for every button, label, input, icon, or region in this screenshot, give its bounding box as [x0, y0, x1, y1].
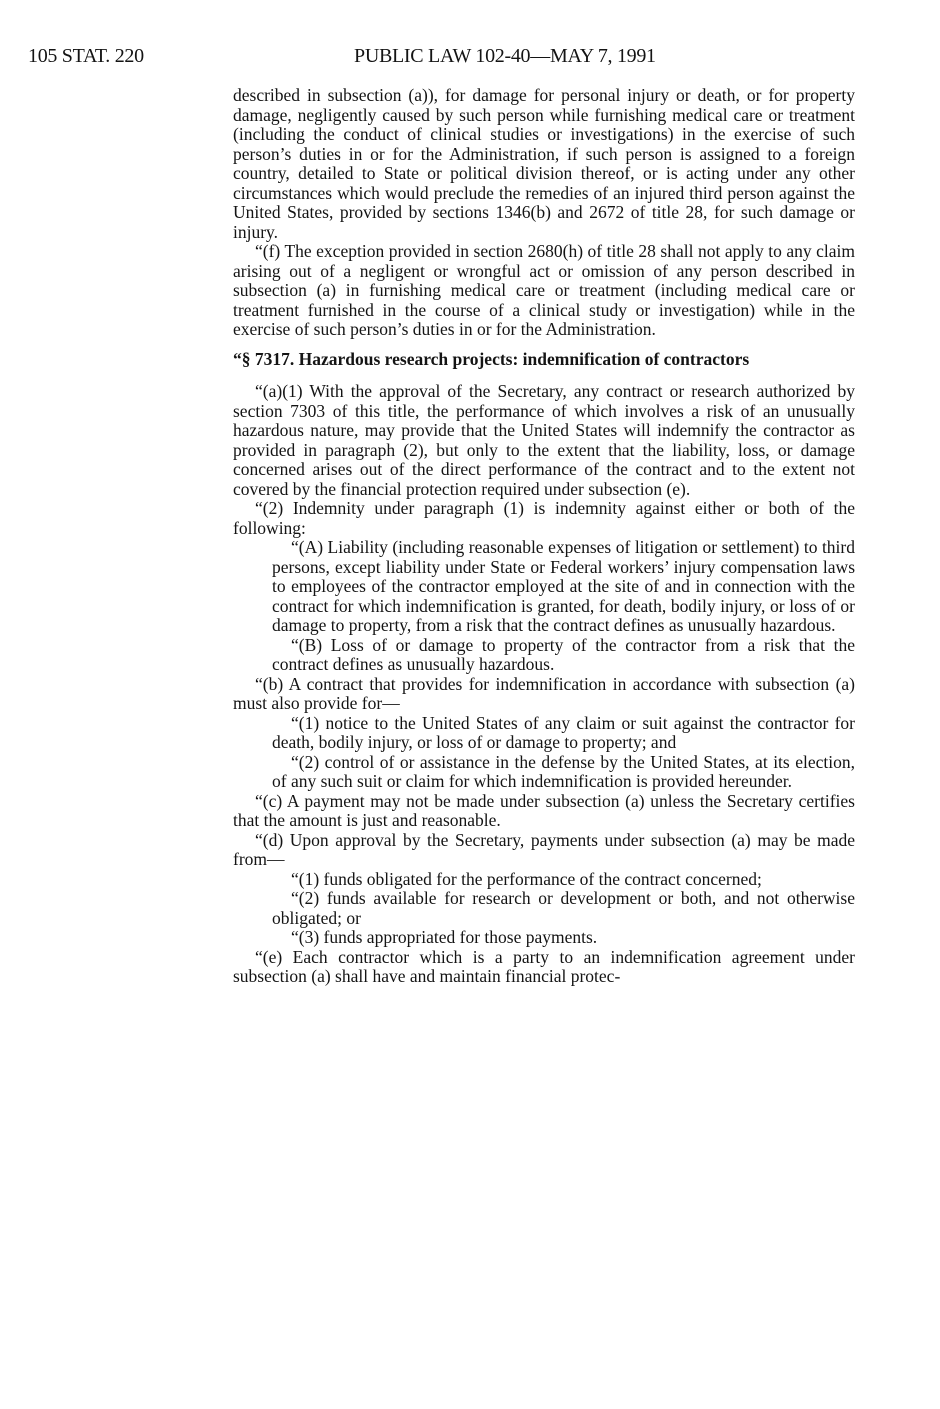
- paragraph-b: “(b) A contract that provides for indemnification in accordance with subsection (a) must also provide for—: [233, 673, 855, 713]
- paragraph-d: “(d) Upon approval by the Secretary, payments under subsection (a) may be made from—: [233, 829, 855, 869]
- paragraph-b2: “(2) control of or assistance in the defense by the United States, at its election, of any such suit or claim for which indemnification is provided hereunder.: [272, 751, 855, 791]
- paragraph-subsection-f: “(f) The exception provided in section 2680(h) of title 28 shall not apply to any claim arising out of a negligent or wrongful act or omission of any person described in subsection (a) in furnishing medical care or treatment (including medical care or treatment furnished in the course of a clinical study or investigation) while in the exercise of such person’s duties in or for the Administration.: [233, 241, 855, 339]
- paragraph-b1: “(1) notice to the United States of any claim or suit against the contractor for death, bodily injury, or loss of or damage to property; and: [272, 712, 855, 752]
- paragraph-c: “(c) A payment may not be made under subsection (a) unless the Secretary certifies that the amount is just and reasonable.: [233, 790, 855, 830]
- paragraph-a2-B: “(B) Loss of or damage to property of the contractor from a risk that the contract defines as unusually hazardous.: [272, 634, 855, 674]
- section-heading: [233, 350, 855, 370]
- section-title: Hazardous research projects: indemnification of contractors: [298, 348, 750, 369]
- paragraph-d3: “(3) funds appropriated for those payments.: [291, 927, 598, 947]
- paragraph-a2-A: “(A) Liability (including reasonable expenses of litigation or settlement) to third persons, except liability under State or Federal workers’ injury compensation laws to employees of the contractor employed at the site of and in connection with the contract for which indemnification is granted, for death, bodily injury, or loss of or damage to property, from a risk that the contract defines as unusually hazardous.: [272, 537, 855, 635]
- paragraph-e: “(e) Each contractor which is a party to an indemnification agreement under subsection (a) shall have and maintain financial protec-: [233, 946, 855, 986]
- paragraph-continuation: described in subsection (a)), for damage for personal injury or death, or for property damage, negligently caused by such person while furnishing medical care or treatment (including the conduct of clinical studies or investigations) in the exercise of such person’s duties in or for the Administration, if such person is assigned to a foreign country, detailed to State or political division thereof, or is acting under any other circumstances which would preclude the remedies of an injured third person against the United States, provided by sections 1346(b) and 2672 of title 28, for such damage or injury.: [233, 85, 855, 242]
- paragraph-d1: “(1) funds obligated for the performance of the contract concerned;: [291, 868, 762, 889]
- document-body: [233, 86, 855, 987]
- paragraph-a1: “(a)(1) With the approval of the Secretary, any contract or research authorized by section 7303 of this title, the performance of which involves a risk of an unusually hazardous nature, may provide that the United States will indemnify the contractor as provided in paragraph (2), but only to the extent that the liability, loss, or damage concerned arises out of the direct performance of the contract and to the extent not covered by the financial protection required under subsection (e).: [233, 381, 855, 499]
- paragraph-d2: “(2) funds available for research or development or both, and not otherwise obligated; or: [272, 888, 855, 928]
- paragraph-a2: “(2) Indemnity under paragraph (1) is indemnity against either or both of the following:: [233, 498, 855, 538]
- running-header-title: PUBLIC LAW 102-40—MAY 7, 1991: [354, 45, 656, 67]
- section-number: “§ 7317.: [233, 348, 295, 369]
- page-reference: 105 STAT. 220: [28, 45, 144, 67]
